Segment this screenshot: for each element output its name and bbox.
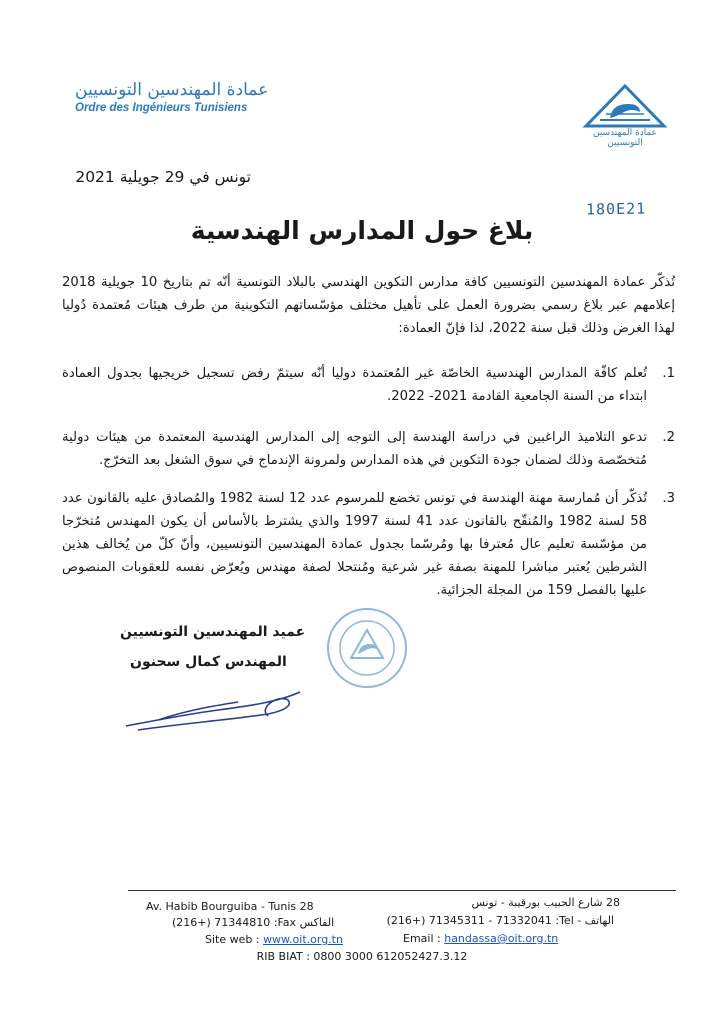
signatory-name: المهندس كمال سحنون (130, 654, 287, 670)
document-title: بلاغ حول المدارس الهندسية (190, 216, 534, 245)
website-label: Site web : (205, 933, 264, 946)
item-text: تدعو التلاميذ الراغبين في دراسة الهندسة إلى التوجه إلى المدارس الهندسية المعتمدة من هيئات دولية مُتخصّصة وذلك لضمان جودة التكوين في هذه المدارس ولمرونة الإندماج في سوق الشغل بعد التخرّج. (62, 430, 647, 468)
email-row (403, 932, 558, 945)
item-text: تُذكّر أن مُمارسة مهنة الهندسة في تونس تخضع للمرسوم عدد 12 لسنة 1982 والمُصادق عليه بالقانون عدد 58 لسنة 1982 والمُنقّح بالقانون عدد 41 لسنة 1997 والذي يشترط بالأساس أن يكون المهندس مُتخرّجا من مؤسّسة تعليم عال مُعترفا بها ومُرسّما بجدول عمادة المهندسين التونسيين، وأنّ كلّ من يُخالف هذين الشرطين يُعتبر مباشرا للمهنة بصفة غير شرعية ومُنتحلا لصفة مهندس ويُعرّض نفسه للعقوبات المنصوص عليها بالفصل 159 من المجلة الجزائية. (62, 491, 648, 598)
email-label: Email : (403, 932, 445, 945)
handwritten-signature (118, 680, 308, 744)
org-emblem (580, 82, 670, 148)
seal-icon (325, 606, 409, 690)
website-link[interactable]: www.oit.org.tn (263, 933, 343, 946)
signature-icon (118, 680, 308, 740)
website-row (205, 933, 343, 946)
email-link[interactable]: handassa@oit.org.tn (444, 932, 559, 945)
bank-rib: RIB BIAT : 0800 3000 612052427.3.12 (256, 950, 468, 963)
org-name-fr: Ordre des Ingénieurs Tunisiens (75, 102, 248, 114)
intro-paragraph: تُذكّر عمادة المهندسين التونسيين كافة مدارس التكوين الهندسي بالبلاد التونسية أنّه تم بتاريخ 10 جويلية 2018 إعلامهم عبر بلاغ رسمي بضرورة العمل على تأهيل مختلف مؤسّساتهم التكوينية من طرف هيئات مُعتمدة دُوليا لهذا الغرض وذلك قبل سنة 2022، لذا فإنّ العمادة: (62, 275, 676, 336)
org-logo-text (75, 80, 275, 114)
fax-number: (216+) 71344810 :Fax الفاكس (172, 916, 335, 929)
item-number: .3 (662, 491, 675, 506)
emblem-icon (580, 82, 670, 130)
document-date: تونس في 29 جويلية 2021 (75, 168, 251, 186)
footer-divider (128, 890, 676, 891)
official-seal (325, 606, 409, 694)
reference-stamp: 180E21 (585, 199, 647, 219)
item-number: .1 (662, 366, 675, 381)
item-text: تُعلم كافّة المدارس الهندسية الخاصّة غير المُعتمدة دوليا أنّه سيتمّ رفض تسجيل خريجيها بجدول العمادة ابتداء من السنة الجامعية القادمة 2021- 2022. (62, 366, 647, 404)
list-item (62, 362, 675, 408)
address-ar: 28 شارع الحبيب بورقيبة - تونس (471, 896, 620, 909)
emblem-caption: عمادة المهندسين التونسيين (592, 128, 658, 148)
address-fr: Av. Habib Bourguiba - Tunis 28 (146, 900, 314, 913)
item-number: .2 (662, 430, 675, 445)
list-item (62, 426, 675, 472)
org-name-ar: عمادة المهندسين التونسيين (75, 80, 269, 100)
signatory-title: عميد المهندسين التونسيين (120, 624, 306, 640)
phone-numbers: (216+) 71345311 - 71332041 :Tel - الهاتف (386, 914, 614, 927)
list-item (62, 487, 675, 602)
